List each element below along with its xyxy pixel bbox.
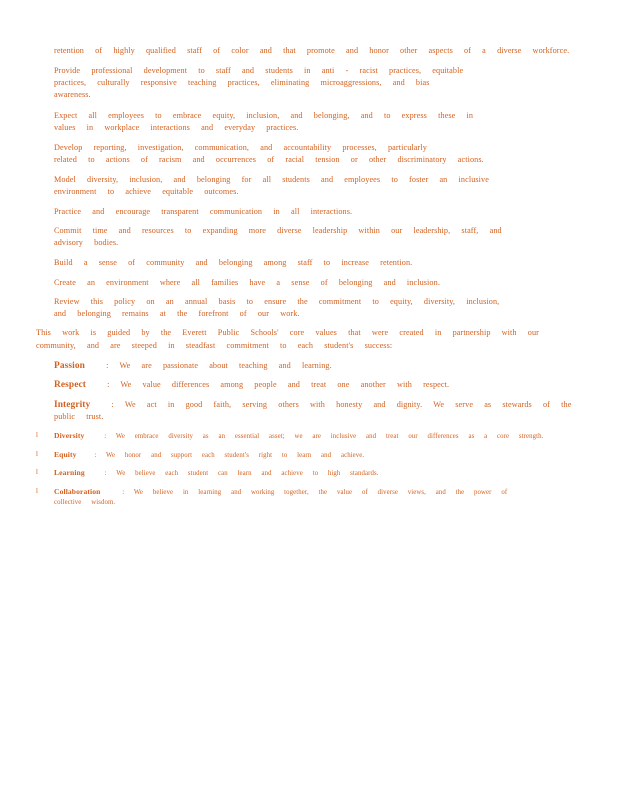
value-text: : We believe each student can learn and achieve to high standards. (104, 470, 379, 477)
core-value-line (54, 361, 332, 371)
list-item-line: and belonging remains at the forefront of our work. (54, 309, 300, 318)
core-value-text: : We value differences among people and treat one another with respect. (107, 380, 450, 389)
list-item-line: Develop reporting, investigation, communication, and accountability processes, particularly (54, 143, 427, 152)
list-item-line: advisory bodies. (54, 238, 119, 247)
list-item-line: Expect all employees to embrace equity, inclusion, and belonging, and to express these in (54, 111, 474, 120)
value-text: : We believe in learning and working together, the value of diverse views, and the power of (122, 489, 508, 496)
value-line (54, 468, 379, 479)
list-item-line: practices, culturally responsive teaching practices, eliminating microaggressions, and bias (54, 78, 430, 87)
paragraph-line: This work is guided by the Everett Public Schools' core values that were created in partnership with our (36, 328, 539, 337)
list-item-line: environment to achieve equitable outcomes. (54, 187, 239, 196)
value-name: Diversity (54, 431, 85, 440)
value-line (54, 431, 543, 442)
core-value-name: Integrity (54, 400, 91, 410)
value-line (54, 487, 507, 498)
list-item-line: Review this policy on an annual basis to ensure the commitment to equity, diversity, inclusion, (54, 297, 500, 306)
core-value-continuation: public trust. (54, 412, 104, 421)
list-item-line: Provide professional development to staff and students in anti - racist practices, equitable (54, 66, 464, 75)
core-value-line (54, 400, 571, 410)
list-item-line: Create an environment where all families have a sense of belonging and inclusion. (54, 278, 440, 287)
core-value-name: Passion (54, 361, 85, 371)
list-item-line: related to actions of racism and occurrences of racial tension or other discriminatory actions. (54, 155, 484, 164)
list-item-line: values in workplace interactions and everyday practices. (54, 123, 299, 132)
core-value-line (54, 380, 449, 390)
value-line (54, 450, 364, 461)
bullet-icon: l (36, 469, 38, 476)
list-item-line: Practice and encourage transparent communication in all interactions. (54, 207, 353, 216)
list-item-line: awareness. (54, 90, 91, 99)
value-text: : We embrace diversity as an essential asset; we are inclusive and treat our differences as a core strength. (104, 433, 544, 440)
value-text: : We honor and support each student's right to learn and achieve. (94, 452, 365, 459)
list-item-line: Model diversity, inclusion, and belonging for all students and employees to foster an inclusive (54, 175, 489, 184)
bullet-icon: l (36, 451, 38, 458)
bullet-icon: l (36, 488, 38, 495)
value-name: Equity (54, 450, 77, 459)
core-value-text: : We are passionate about teaching and learning. (106, 361, 332, 370)
list-item-line: Build a sense of community and belonging among staff to increase retention. (54, 258, 413, 267)
value-name: Collaboration (54, 487, 101, 496)
value-name: Learning (54, 468, 85, 477)
core-value-name: Respect (54, 380, 86, 390)
intro-line: retention of highly qualified staff of color and that promote and honor other aspects of a diverse workforce. (54, 46, 570, 55)
core-value-text: : We act in good faith, serving others with honesty and dignity. We serve as stewards of the (111, 400, 572, 409)
paragraph-line: community, and are steeped in steadfast commitment to each student's success: (36, 341, 393, 350)
list-item-line: Commit time and resources to expanding more diverse leadership within our leadership, staff, and (54, 226, 502, 235)
bullet-icon: l (36, 432, 38, 439)
value-continuation: collective wisdom. (54, 499, 116, 506)
